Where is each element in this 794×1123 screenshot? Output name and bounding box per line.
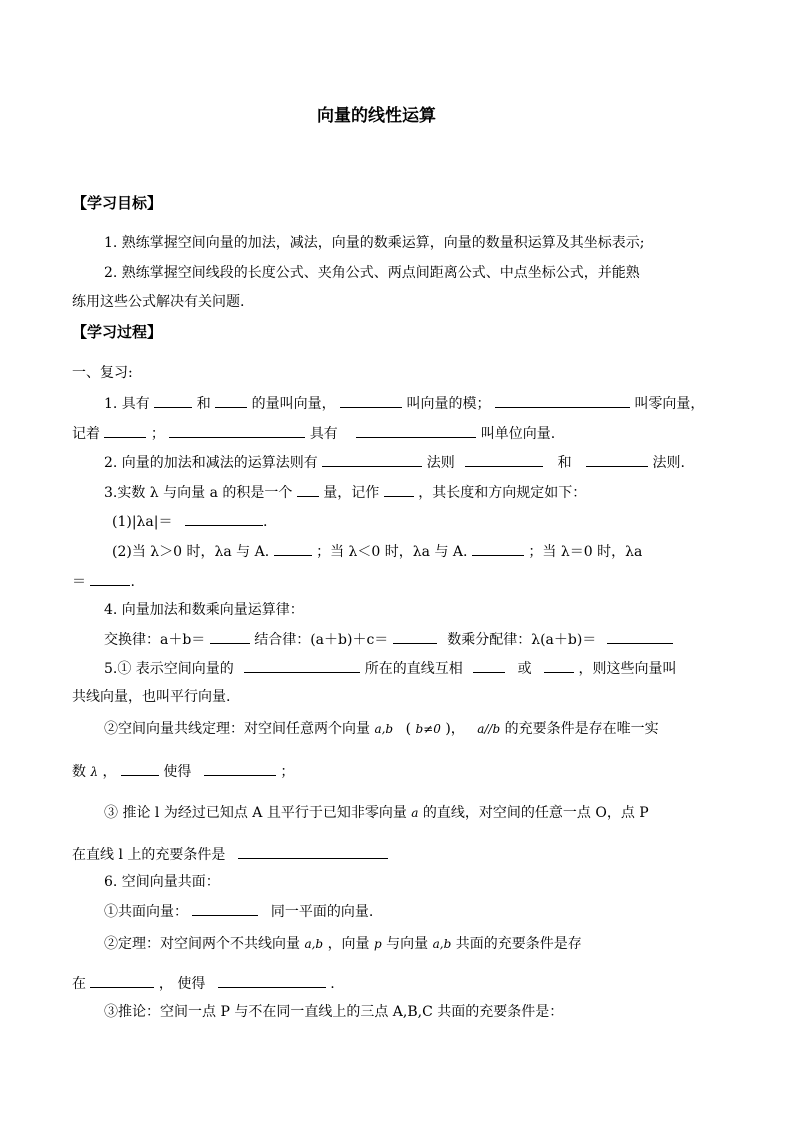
text: 的量叫向量， — [251, 396, 336, 412]
answer-blank[interactable] — [274, 540, 312, 556]
text: ；当 λ＝0 时，λa — [528, 544, 643, 560]
text: (1)|λa|＝ — [112, 514, 173, 530]
text: 数 — [72, 764, 86, 780]
text: 共面的充要条件是存 — [455, 936, 582, 952]
text: ；当 λ＜0 时，λa 与 A. — [316, 544, 468, 560]
q1-line — [104, 392, 704, 414]
text: 3.实数 λ 与向量 a 的积是一个 — [104, 485, 293, 501]
vector-ab: a,b — [304, 937, 324, 951]
q2-line — [104, 451, 685, 473]
answer-blank[interactable] — [297, 481, 319, 497]
text: ， 使得 — [158, 976, 206, 992]
q6-item-1 — [104, 900, 373, 922]
text: . — [262, 514, 268, 530]
answer-blank[interactable] — [356, 422, 476, 438]
q3-item-1 — [112, 510, 267, 532]
text: 结合律：(a＋b)＋c＝ — [254, 632, 389, 648]
q3-line — [104, 481, 586, 503]
text: 1. 具有 — [104, 396, 150, 412]
text: 法则 — [426, 455, 455, 471]
page-title: 向量的线性运算 — [317, 106, 436, 126]
goal-item-1: 1. 熟练掌握空间向量的加法，减法，向量的数乘运算，向量的数量积运算及其坐标表示; — [104, 235, 645, 251]
goal-item-2-cont: 练用这些公式解决有关问题. — [72, 294, 245, 310]
text: 交换律：a＋b＝ — [104, 632, 206, 648]
answer-blank[interactable] — [384, 481, 414, 497]
text: 叫零向量， — [634, 396, 705, 412]
text: ①共面向量： — [104, 904, 188, 920]
answer-blank[interactable] — [154, 392, 192, 408]
review-heading: 一、复习: — [72, 365, 133, 381]
q6-item-2 — [104, 934, 582, 954]
q5-corollary-cont — [72, 843, 388, 865]
q3-item-2-cont — [72, 570, 135, 592]
answer-blank[interactable] — [544, 657, 574, 673]
text: 同一平面的向量. — [270, 904, 374, 920]
text: 叫向量的模； — [406, 396, 491, 412]
text: ②空间向量共线定理：对空间任意两个向量 — [104, 721, 370, 737]
q4-laws — [104, 628, 673, 650]
lambda-symbol: λ — [90, 765, 99, 779]
answer-blank[interactable] — [472, 540, 524, 556]
vector-p: p — [374, 937, 382, 951]
q5-corollary — [104, 803, 649, 823]
text: 所在的直线互相 — [364, 661, 463, 677]
text: )， — [445, 721, 465, 737]
process-heading: 【学习过程】 — [72, 323, 163, 341]
text: ， — [102, 764, 117, 780]
text: 具有 — [309, 426, 338, 442]
q6-line: 6. 空间向量共面： — [104, 874, 220, 890]
text: . — [130, 574, 135, 590]
text: 的充要条件是存在唯一实 — [504, 721, 659, 737]
text: (2)当 λ＞0 时，λa 与 A. — [112, 544, 270, 560]
answer-blank[interactable] — [210, 628, 250, 644]
vector-parallel: a//b — [477, 722, 501, 736]
text: 记着 — [72, 426, 100, 442]
text: 与向量 — [386, 936, 429, 952]
text: 或 — [517, 661, 532, 677]
vector-b-nonzero: b≠0 — [415, 722, 441, 736]
text: 的直线，对空间的任意一点 O，点 P — [422, 805, 649, 821]
text: ，其长度和方向规定如下： — [418, 485, 587, 501]
answer-blank[interactable] — [244, 657, 360, 673]
text: ，则这些向量叫 — [578, 661, 677, 677]
text: ＝ — [72, 574, 86, 590]
text: . — [330, 976, 335, 992]
q1-line-cont — [72, 422, 555, 444]
q5-line-cont: 共线向量，也叫平行向量. — [72, 689, 231, 705]
q5-line — [104, 657, 677, 679]
answer-blank[interactable] — [238, 843, 388, 859]
text: ，向量 — [327, 936, 370, 952]
text: ③ 推论 l 为经过已知点 A 且平行于已知非零向量 — [104, 805, 407, 821]
q5-theorem-cont — [72, 760, 294, 782]
text: 叫单位向量. — [480, 426, 556, 442]
answer-blank[interactable] — [218, 972, 326, 988]
text: 2. 向量的加法和减法的运算法则有 — [104, 455, 318, 471]
q3-item-2 — [112, 540, 642, 562]
answer-blank[interactable] — [204, 760, 276, 776]
q6-item-2-cont — [72, 972, 335, 994]
vector-ab: a,b — [374, 722, 394, 736]
answer-blank[interactable] — [586, 451, 648, 467]
text: 5.① 表示空间向量的 — [104, 661, 234, 677]
text: ； — [280, 764, 295, 780]
q5-theorem — [104, 719, 659, 739]
text: 数乘分配律：λ(a＋b)＝ — [447, 632, 597, 648]
q4-line: 4. 向量加法和数乘向量运算律： — [104, 602, 304, 618]
goal-item-2: 2. 熟练掌握空间线段的长度公式、夹角公式、两点间距离公式、中点坐标公式，并能熟 — [104, 265, 640, 281]
vector-a: a — [411, 806, 419, 820]
vector-ab: a,b — [432, 937, 452, 951]
text: 使得 — [163, 764, 192, 780]
text: 在直线 l 上的充要条件是 — [72, 847, 226, 863]
answer-blank[interactable] — [465, 451, 543, 467]
text: 法则. — [652, 455, 685, 471]
answer-blank[interactable] — [169, 422, 305, 438]
answer-blank[interactable] — [104, 422, 146, 438]
goals-heading: 【学习目标】 — [72, 194, 163, 212]
answer-blank[interactable] — [322, 451, 422, 467]
text: 量，记作 — [323, 485, 380, 501]
answer-blank[interactable] — [185, 510, 263, 526]
answer-blank[interactable] — [215, 392, 247, 408]
answer-blank[interactable] — [192, 900, 258, 916]
q6-item-3: ③推论：空间一点 P 与不在同一直线上的三点 A,B,C 共面的充要条件是： — [104, 1004, 564, 1020]
answer-blank[interactable] — [473, 657, 505, 673]
answer-blank[interactable] — [90, 972, 154, 988]
answer-blank[interactable] — [393, 628, 437, 644]
answer-blank[interactable] — [495, 392, 630, 408]
text: 在 — [72, 976, 86, 992]
text: ( — [405, 721, 412, 737]
text: 和 — [557, 455, 572, 471]
answer-blank[interactable] — [121, 760, 159, 776]
text: ②定理：对空间两个不共线向量 — [104, 936, 300, 952]
answer-blank[interactable] — [340, 392, 402, 408]
answer-blank[interactable] — [90, 570, 130, 586]
text: 和 — [196, 396, 211, 412]
text: ； — [150, 426, 165, 442]
answer-blank[interactable] — [607, 628, 673, 644]
